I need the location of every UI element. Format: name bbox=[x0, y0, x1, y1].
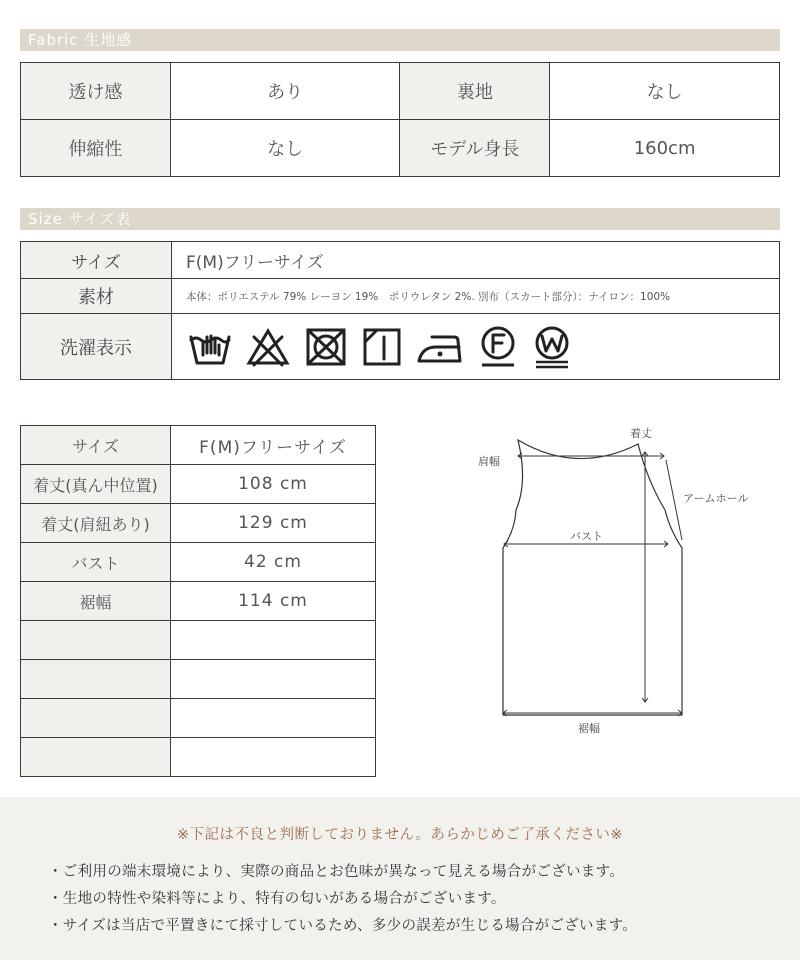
fabric-value-model-height: 160cm bbox=[550, 120, 780, 177]
size-value: F(M)フリーサイズ bbox=[172, 242, 780, 279]
dry-clean-f-icon bbox=[478, 325, 518, 369]
shoulder-label: 肩幅 bbox=[478, 455, 500, 468]
table-row bbox=[21, 120, 780, 177]
garment-outline bbox=[503, 440, 682, 715]
garment-diagram bbox=[470, 420, 780, 750]
wet-clean-w-icon bbox=[532, 325, 572, 369]
no-bleach-icon bbox=[246, 327, 290, 367]
measurement-header-value: F(M)フリーサイズ bbox=[171, 426, 376, 465]
fabric-label-stretch: 伸縮性 bbox=[21, 120, 171, 177]
fabric-value-stretch: なし bbox=[170, 120, 400, 177]
note-line: ・生地の特性や染料等により、特有の匂いがある場合がございます。 bbox=[48, 891, 506, 907]
fabric-table bbox=[20, 62, 780, 177]
measurement-label bbox=[21, 621, 171, 660]
hand-wash-icon bbox=[188, 327, 232, 367]
table-row bbox=[21, 465, 376, 504]
hem-label: 裾幅 bbox=[578, 722, 600, 735]
bust-label: バスト bbox=[570, 530, 603, 543]
table-row bbox=[21, 660, 376, 699]
fabric-value-sheerness: あり bbox=[170, 63, 400, 120]
table-row bbox=[21, 699, 376, 738]
measurement-header-label: サイズ bbox=[21, 426, 171, 465]
measurement-label: バスト bbox=[21, 543, 171, 582]
measurement-value: 129 cm bbox=[171, 504, 376, 543]
note-line: ・ご利用の端末環境により、実際の商品とお色味が異なって見える場合がございます。 bbox=[48, 864, 625, 880]
fabric-label-sheerness: 透け感 bbox=[21, 63, 171, 120]
iron-low-icon bbox=[416, 327, 464, 367]
table-row bbox=[21, 738, 376, 777]
measurement-value bbox=[171, 699, 376, 738]
care-icons bbox=[186, 325, 779, 369]
measurement-value: 42 cm bbox=[171, 543, 376, 582]
table-row bbox=[21, 426, 376, 465]
measurement-value: 114 cm bbox=[171, 582, 376, 621]
measurement-value bbox=[171, 621, 376, 660]
fabric-section-heading: Fabric 生地感 bbox=[20, 29, 780, 51]
measurement-label: 裾幅 bbox=[21, 582, 171, 621]
measurement-value bbox=[171, 738, 376, 777]
measurement-table bbox=[20, 425, 376, 777]
armhole-label: アームホール bbox=[683, 492, 749, 505]
measurement-label bbox=[21, 699, 171, 738]
measurement-value bbox=[171, 660, 376, 699]
measurement-value: 108 cm bbox=[171, 465, 376, 504]
length-label: 着丈 bbox=[630, 427, 652, 440]
size-table bbox=[20, 241, 780, 380]
fabric-label-model-height: モデル身長 bbox=[400, 120, 550, 177]
fabric-label-lining: 裏地 bbox=[400, 63, 550, 120]
measurement-label bbox=[21, 738, 171, 777]
table-row bbox=[21, 279, 780, 314]
notes-panel bbox=[0, 797, 800, 960]
size-label: サイズ bbox=[21, 242, 172, 279]
measurement-label bbox=[21, 660, 171, 699]
material-label: 素材 bbox=[21, 279, 172, 314]
size-section-heading: Size サイズ表 bbox=[20, 208, 780, 230]
table-row bbox=[21, 242, 780, 279]
material-value: 本体：ポリエステル 79% レーヨン 19% ポリウレタン 2%. 別布（スカート部分）：ナイロン：100% bbox=[172, 279, 780, 314]
note-line: ・サイズは当店で平置きにて採寸しているため、多少の誤差が生じる場合がございます。 bbox=[48, 918, 638, 934]
table-row bbox=[21, 504, 376, 543]
line-dry-shade-icon bbox=[362, 327, 402, 367]
table-row bbox=[21, 314, 780, 380]
measurement-label: 着丈(肩紐あり) bbox=[21, 504, 171, 543]
measurement-label: 着丈(真ん中位置) bbox=[21, 465, 171, 504]
table-row bbox=[21, 63, 780, 120]
care-label: 洗濯表示 bbox=[21, 314, 172, 380]
notes-title: ※下記は不良と判断しておりません。あらかじめご了承ください※ bbox=[176, 827, 624, 843]
no-tumble-dry-icon bbox=[304, 327, 348, 367]
armhole-arrow bbox=[666, 460, 682, 540]
fabric-value-lining: なし bbox=[550, 63, 780, 120]
care-icons-cell bbox=[172, 314, 780, 380]
table-row bbox=[21, 543, 376, 582]
table-row bbox=[21, 582, 376, 621]
table-row bbox=[21, 621, 376, 660]
